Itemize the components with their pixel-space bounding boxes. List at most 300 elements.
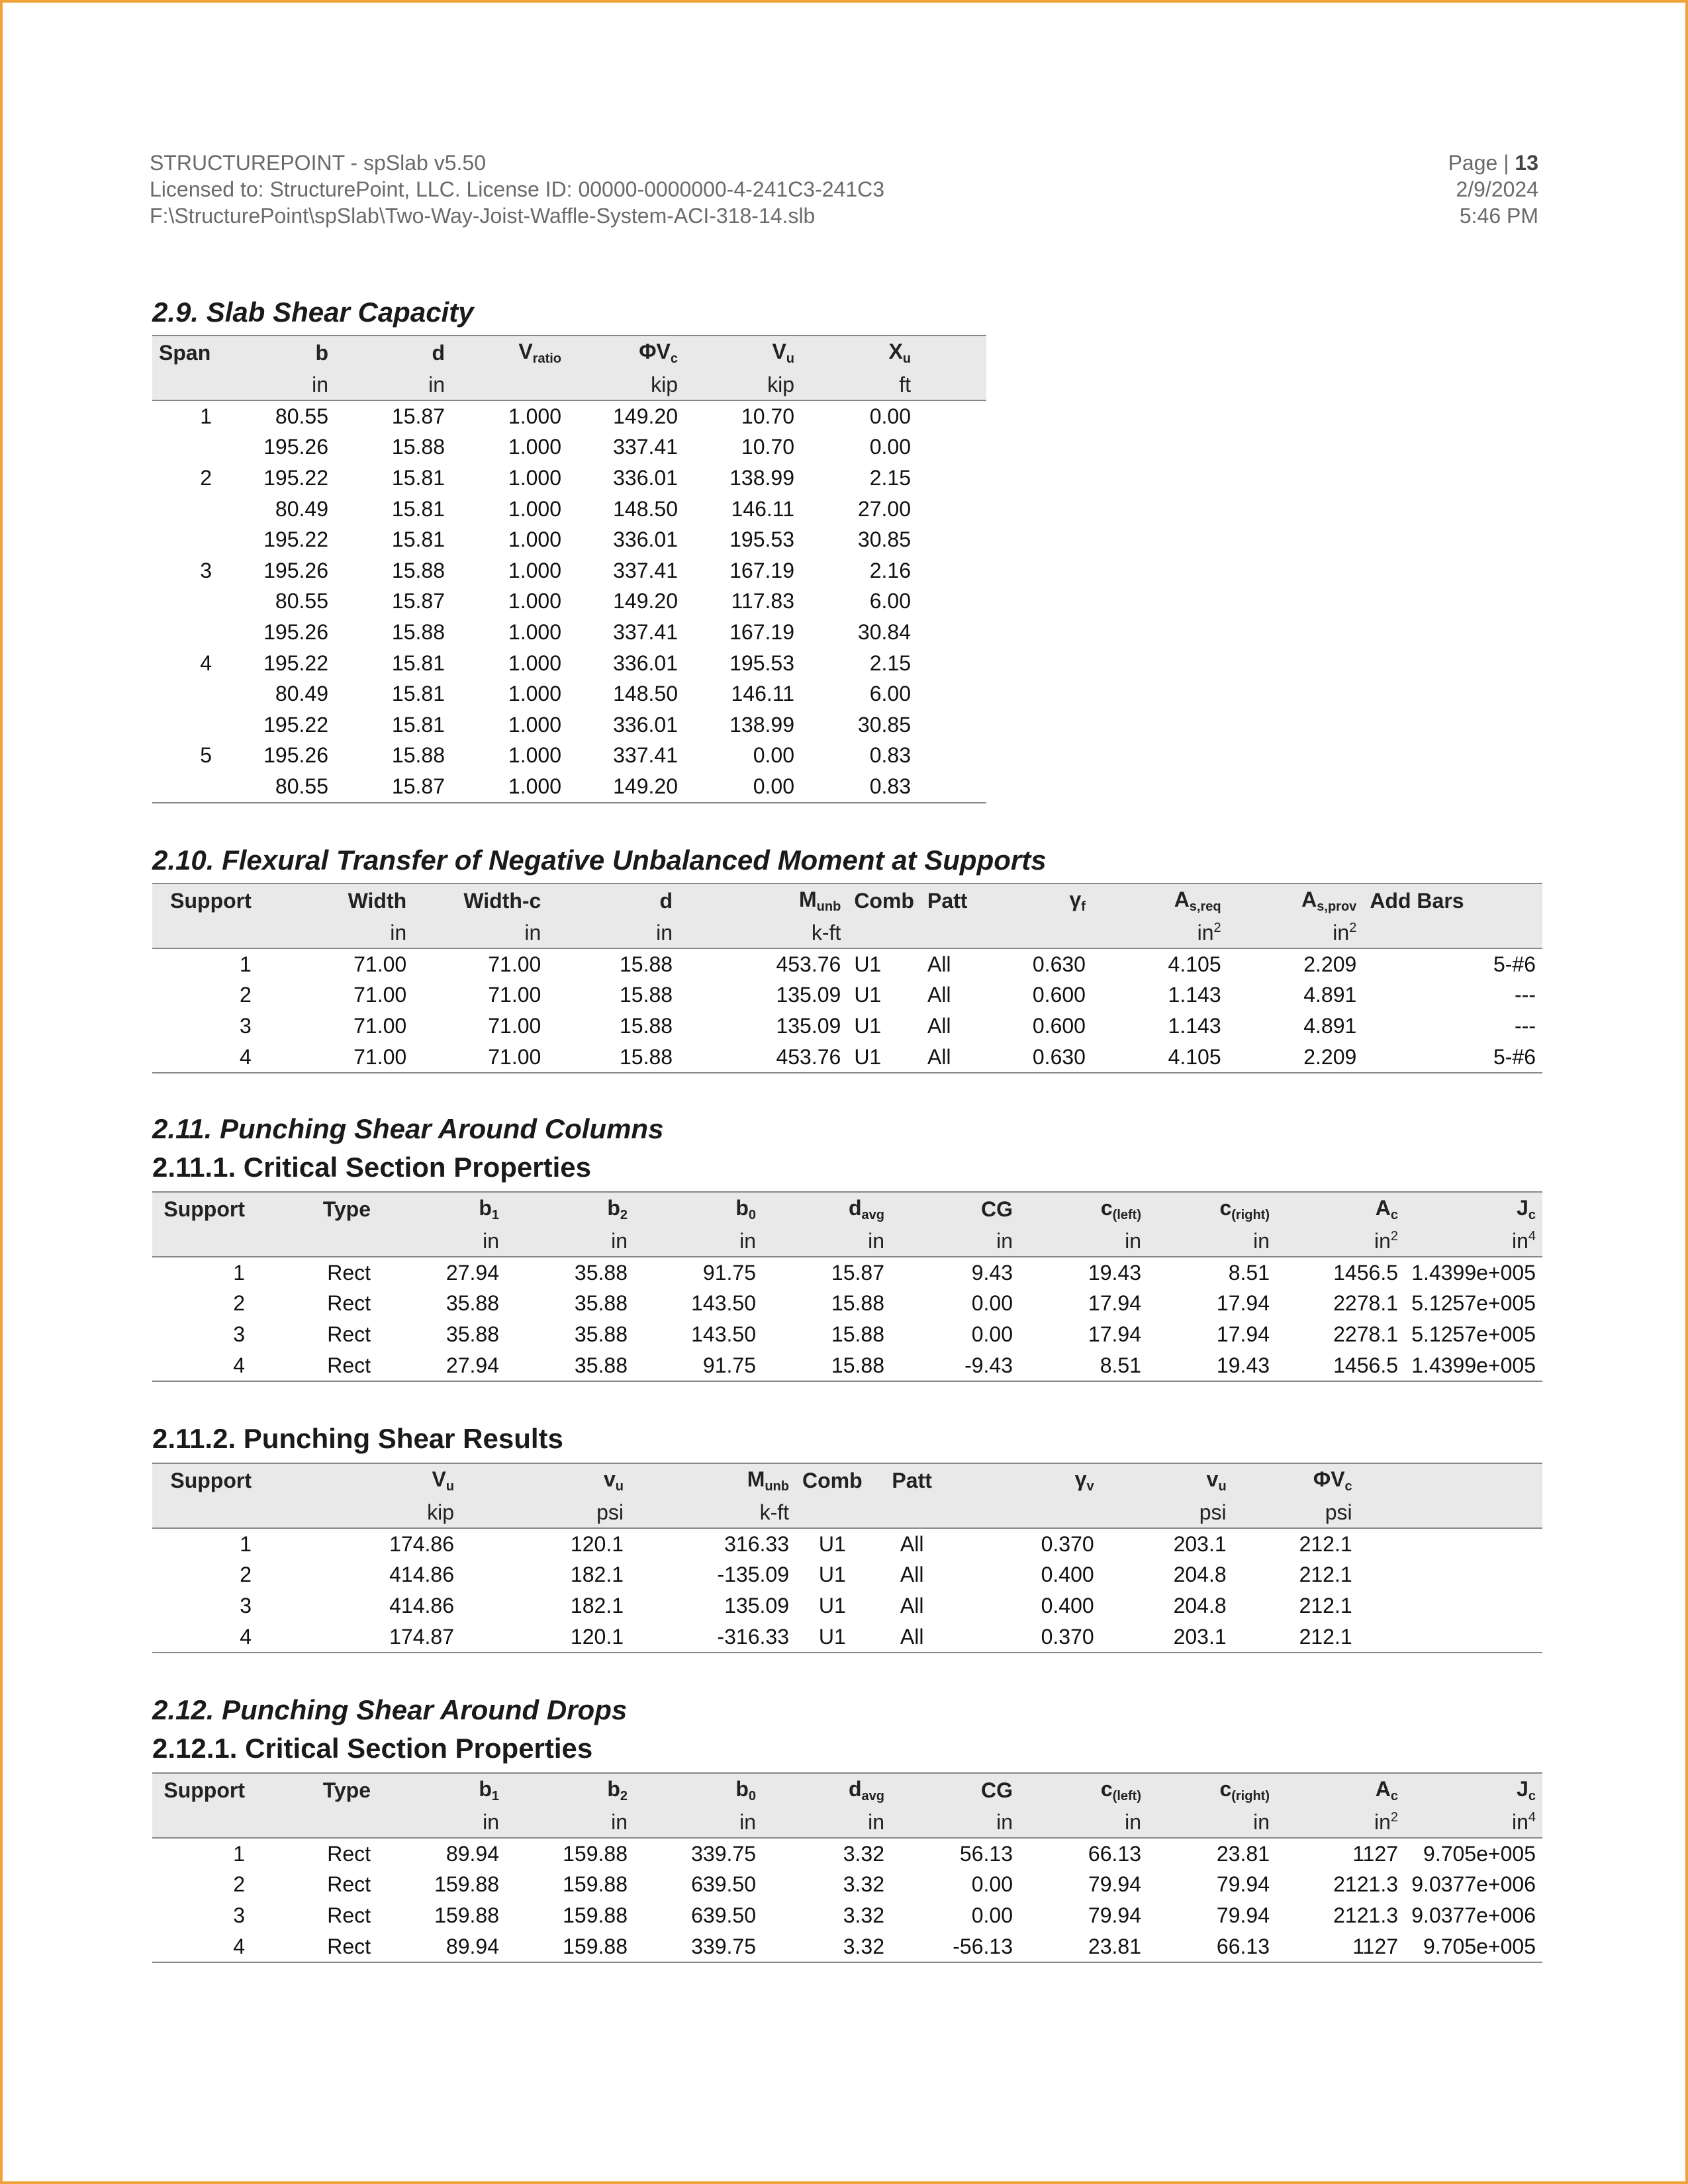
section-title-slab-shear: 2.9. Slab Shear Capacity	[152, 296, 474, 328]
col-span: Span	[152, 336, 218, 369]
col-phivc: $\Phi V_c$	[568, 336, 684, 369]
program-name: STRUCTUREPOINT - spSlab v5.50	[150, 151, 486, 175]
table-cell: 4.105	[1092, 1042, 1228, 1073]
table-cell: 316.33	[724, 1531, 789, 1556]
table-cell: 1.000	[451, 771, 568, 803]
table-cell: 148.50	[613, 682, 678, 706]
col-vu-stress: $v_u$	[461, 1463, 630, 1497]
table-cell: 5-#6	[1493, 952, 1536, 976]
table-cell: 1127	[1352, 1841, 1398, 1866]
section-title-punching-columns: 2.11. Punching Shear Around Columns	[152, 1113, 664, 1144]
table-cell: 15.88	[619, 983, 673, 1007]
col-phivc: $\Phi V_c$	[1233, 1463, 1359, 1497]
table-cell: 195.22	[263, 527, 328, 552]
unit-b: in	[218, 369, 335, 400]
table-cell: U1	[818, 1563, 846, 1587]
table-row	[152, 1621, 1542, 1653]
table-cell: 167.19	[729, 619, 794, 644]
col-munb: $M_{unb}$	[630, 1463, 796, 1497]
table-cell: 15.88	[619, 952, 673, 976]
table-cell: -316.33	[630, 1621, 796, 1653]
table-cell: 1.4399e+005	[1411, 1260, 1536, 1285]
table-cell: 9.43	[971, 1260, 1013, 1285]
col-vu: $V_u$	[684, 336, 801, 369]
col-d: d	[335, 336, 451, 369]
table-cell: 0.00	[753, 743, 794, 768]
table-cell: ---	[1515, 1013, 1536, 1038]
table-cell: 80.49	[275, 496, 328, 521]
table-cell: 0.600	[1032, 983, 1086, 1007]
table-cell: 5.1257e+005	[1411, 1322, 1536, 1346]
table-cell: 80.49	[275, 682, 328, 706]
table-cell: 195.22	[263, 712, 328, 737]
table-cell: 195.53	[729, 527, 794, 552]
table-cell: 149.20	[568, 771, 684, 803]
unit-d: in	[335, 369, 451, 400]
table-cell: 0.630	[1032, 952, 1086, 976]
table-cell: 143.50	[691, 1291, 756, 1316]
table-cell: 56.13	[959, 1841, 1013, 1866]
col-ac: $A_c$	[1276, 1192, 1405, 1226]
table-cell: Rect	[327, 1260, 371, 1285]
table-cell: 0.00	[971, 1322, 1013, 1346]
table-row	[152, 463, 986, 494]
table-cell: 2	[239, 983, 252, 1007]
table-cell: 5-#6	[1363, 1042, 1542, 1073]
table-cell: 1.000	[508, 435, 561, 459]
col-jc: $J_c$	[1405, 1773, 1542, 1807]
table-cell: 159.88	[506, 1931, 634, 1963]
table-row	[152, 709, 986, 741]
table-cell: 1.143	[1168, 983, 1221, 1007]
table-cell: 15.88	[831, 1322, 884, 1346]
col-ac: $A_c$	[1276, 1773, 1405, 1807]
table-row	[152, 1042, 1542, 1073]
report-time: 5:46 PM	[1459, 204, 1538, 228]
table-cell: 336.01	[613, 465, 678, 490]
col-gamma-f: $\gamma_f$	[980, 884, 1092, 917]
table-row	[152, 432, 986, 463]
table-cell: 15.88	[547, 1042, 679, 1073]
table-row	[152, 678, 986, 709]
table-cell	[152, 524, 218, 555]
table-cell: 35.88	[574, 1260, 628, 1285]
table-cell: 3.32	[843, 1903, 884, 1927]
table-cell: 0.00	[971, 1903, 1013, 1927]
table-cell: 1	[233, 1841, 245, 1866]
table-cell: 149.20	[613, 404, 678, 428]
table-cell: 453.76	[776, 952, 841, 976]
table-cell: 71.00	[488, 1013, 541, 1038]
table-cell: 135.09	[776, 983, 841, 1007]
table-cell: 91.75	[634, 1350, 763, 1382]
table-cell: 15.88	[619, 1013, 673, 1038]
table-cell: 182.1	[570, 1563, 624, 1587]
table-cell: 35.88	[574, 1322, 628, 1346]
table-cell: 4	[152, 1931, 252, 1963]
table-cell: 0.630	[980, 1042, 1092, 1073]
table-cell: 1.4399e+005	[1405, 1350, 1542, 1382]
table-cell: 3	[200, 558, 212, 582]
table-cell: 339.75	[691, 1841, 756, 1866]
table-cell: -9.43	[891, 1350, 1019, 1382]
col-jc: $J_c$	[1405, 1192, 1542, 1226]
unit-xu: ft	[801, 369, 917, 400]
table-cell: 2.15	[869, 465, 911, 490]
table-cell: 120.1	[461, 1621, 630, 1653]
col-b0: $b_0$	[634, 1192, 763, 1226]
table-cell: All	[869, 1621, 955, 1653]
table-row	[152, 1838, 1542, 1870]
table-cell: 159.88	[563, 1841, 628, 1866]
col-d: d	[547, 884, 679, 917]
subsection-punching-results: 2.11.2. Punching Shear Results	[152, 1423, 563, 1454]
table-cell	[152, 678, 218, 709]
table-cell: 195.26	[263, 558, 328, 582]
table-cell: 212.1	[1299, 1593, 1352, 1617]
table-cell: 15.88	[391, 435, 445, 459]
col-munb: $M_{unb}$	[679, 884, 847, 917]
table-cell: 15.87	[335, 771, 451, 803]
table-cell: 0.00	[971, 1291, 1013, 1316]
table-cell: 453.76	[679, 1042, 847, 1073]
table-cell: Rect	[252, 1350, 377, 1382]
col-b1: $b_1$	[377, 1192, 506, 1226]
col-c-left: $c_{(left)}$	[1019, 1773, 1148, 1807]
table-cell: 0.400	[1041, 1563, 1094, 1587]
table-cell: 0.400	[1041, 1593, 1094, 1617]
table-cell: 336.01	[613, 651, 678, 675]
table-cell: 1.000	[508, 619, 561, 644]
table-row	[152, 617, 986, 648]
punching-results-table: Support $V_u$ $v_u$ $M_{unb}$ Comb Patt $\gamma_v$ $v_u$ $\Phi V_c$ kip psi k-ft psi psi 1 174.86 120.1 316.33 U1 All 0.370 203.1 212.1 2 414.86 182.1 -135.09 U1 All 0.400 204.8 212.1 3 414.86 182.1 135.09 U1 All 0.400 204.8 212.1 4 174.87 120.1 -316.33 U1 All 0.370 203.1 212.1	[152, 1463, 1542, 1653]
table-cell: 71.00	[488, 952, 541, 976]
table-row	[152, 1350, 1542, 1382]
table-row	[152, 400, 986, 432]
table-cell: 0.83	[869, 743, 911, 768]
table-cell: 159.88	[563, 1903, 628, 1927]
table-cell: 79.94	[1088, 1903, 1141, 1927]
col-b: b	[218, 336, 335, 369]
section-title-flexural-transfer: 2.10. Flexural Transfer of Negative Unbalanced Moment at Supports	[152, 844, 1047, 876]
table-cell: 2278.1	[1333, 1322, 1398, 1346]
table-row	[152, 494, 986, 525]
col-cg: CG	[891, 1192, 1019, 1226]
table-cell: 8.51	[1019, 1350, 1148, 1382]
table-cell: 71.00	[353, 983, 407, 1007]
table-cell: 15.81	[391, 465, 445, 490]
table-cell: 91.75	[702, 1260, 756, 1285]
table-cell: 337.41	[613, 558, 678, 582]
table-row	[152, 771, 986, 803]
table-row	[152, 555, 986, 586]
table-cell: 6.00	[869, 682, 911, 706]
table-cell: 71.00	[353, 1013, 407, 1038]
table-row	[152, 1257, 1542, 1289]
table-cell: 15.81	[391, 496, 445, 521]
table-cell: U1	[847, 1042, 921, 1073]
table-cell	[152, 586, 218, 617]
report-header	[150, 150, 884, 229]
table-cell: 3	[239, 1013, 252, 1038]
table-cell: 2121.3	[1333, 1872, 1398, 1897]
table-cell: 2.209	[1228, 1042, 1364, 1073]
critical-section-drops-table: Support Type $b_1$ $b_2$ $b_0$ $d_{avg}$ CG $c_{(left)}$ $c_{(right)}$ $A_c$ $J_c$ in in in in in in in $in^2$ $in^4$ 1 Rect 89.94 159.88 339.75 3.32 56.13 66.13 23.81 1127 9.705e+005 2 Rect 159.88 159.88 639.50 3.32 0.00 79.94 79.94 2121.3 9.0377e+006 3 Rect 159.88 159.88 639.50 3.32 0.00 79.94 79.94 2121.3 9.0377e+006 4 Rect 89.94 159.88 339.75 3.32 -56.13 23.81 66.13 1127 9.705e+005	[152, 1772, 1542, 1963]
table-cell: 414.86	[389, 1593, 454, 1617]
table-row	[152, 948, 1542, 980]
table-cell: 138.99	[729, 465, 794, 490]
col-support: Support	[152, 1463, 258, 1497]
report-date: 2/9/2024	[1456, 177, 1538, 201]
table-row	[152, 1011, 1542, 1042]
col-support: Support	[152, 884, 258, 917]
table-cell: 0.600	[1032, 1013, 1086, 1038]
table-cell: U1	[818, 1531, 846, 1556]
table-cell: 15.81	[391, 527, 445, 552]
col-davg: $d_{avg}$	[763, 1192, 891, 1226]
table-cell: 4	[152, 1042, 258, 1073]
table-cell: 195.26	[263, 619, 328, 644]
table-cell: 159.88	[434, 1903, 499, 1927]
table-cell: 30.85	[857, 712, 911, 737]
table-cell: 1.000	[508, 496, 561, 521]
table-cell: 1.000	[508, 589, 561, 614]
table-cell: 27.94	[377, 1350, 506, 1382]
table-cell: 71.00	[258, 1042, 413, 1073]
table-cell: 3.32	[843, 1841, 884, 1866]
table-cell: 1456.5	[1333, 1260, 1398, 1285]
table-cell: 15.87	[391, 589, 445, 614]
table-cell: 35.88	[445, 1291, 499, 1316]
table-cell: ---	[1515, 983, 1536, 1007]
table-cell: U1	[854, 952, 882, 976]
table-cell: 143.50	[691, 1322, 756, 1346]
table-cell: 71.00	[488, 983, 541, 1007]
col-vu-stress-2: $v_u$	[1101, 1463, 1233, 1497]
table-cell: 174.86	[389, 1531, 454, 1556]
table-cell: 4.105	[1168, 952, 1221, 976]
flexural-transfer-table: Support Width Width-c d $M_{unb}$ Comb Patt $\gamma_f$ $A_{s,req}$ $A_{s,prov}$ Add Bars in in in k-ft $in^2$ $in^2$ 1 71.00 71.00 15.88 453.76 U1 All 0.630 4.105 2.209 5-#6 2 71.00 71.00 15.88 135.09 U1 All 0.600 1.143 4.891 --- 3 71.00 71.00 15.88 135.09 U1 All 0.600 1.143 4.891 --- 4 71.00 71.00 15.88 453.76 U1 All 0.630 4.105 2.209 5-#6	[152, 883, 1542, 1073]
table-cell: 149.20	[613, 589, 678, 614]
table-cell: All	[927, 1013, 951, 1038]
table-cell: 117.83	[731, 589, 794, 614]
table-cell: 159.88	[434, 1872, 499, 1897]
table-cell: 337.41	[613, 743, 678, 768]
table-cell: 19.43	[1088, 1260, 1141, 1285]
col-xu: $X_u$	[801, 336, 917, 369]
table-row	[152, 1560, 1542, 1591]
table-cell: 203.1	[1101, 1621, 1233, 1653]
table-cell: 4	[152, 1621, 258, 1653]
table-cell: 15.88	[831, 1291, 884, 1316]
table-cell: 15.81	[391, 651, 445, 675]
col-type: Type	[252, 1192, 377, 1226]
table-cell: 10.70	[741, 404, 794, 428]
table-cell: 138.99	[729, 712, 794, 737]
table-cell: 3	[233, 1903, 245, 1927]
table-row	[152, 741, 986, 772]
table-cell: 0.00	[971, 1872, 1013, 1897]
table-cell: 0.00	[869, 435, 911, 459]
table-cell: 1.000	[508, 682, 561, 706]
table-cell: 15.88	[391, 619, 445, 644]
col-vu: $V_u$	[258, 1463, 461, 1497]
table-cell: 6.00	[869, 589, 911, 614]
col-c-right: $c_{(right)}$	[1148, 1773, 1276, 1807]
table-cell: 203.1	[1173, 1531, 1227, 1556]
table-cell: 27.94	[445, 1260, 499, 1285]
col-as-req: $A_{s,req}$	[1092, 884, 1228, 917]
table-cell: Rect	[327, 1322, 371, 1346]
table-cell: 159.88	[563, 1872, 628, 1897]
table-cell: 3	[240, 1593, 252, 1617]
table-cell: 35.88	[574, 1291, 628, 1316]
page-number: Page | 13	[1448, 151, 1538, 175]
table-cell: 80.55	[275, 404, 328, 428]
unit-phivc: kip	[568, 369, 684, 400]
table-cell: 71.00	[353, 952, 407, 976]
table-cell: All	[900, 1531, 924, 1556]
subsection-critical-section-columns: 2.11.1. Critical Section Properties	[152, 1152, 591, 1183]
table-cell: 89.94	[377, 1931, 506, 1963]
table-cell: 414.86	[389, 1563, 454, 1587]
table-cell: 5.1257e+005	[1411, 1291, 1536, 1316]
table-cell: 15.81	[391, 712, 445, 737]
col-davg: $d_{avg}$	[763, 1773, 891, 1807]
table-cell: 10.70	[741, 435, 794, 459]
table-cell: 195.22	[263, 651, 328, 675]
table-cell: 1	[233, 1260, 245, 1285]
table-cell: 17.94	[1088, 1322, 1141, 1346]
col-patt: Patt	[921, 884, 980, 917]
col-b2: $b_2$	[506, 1192, 634, 1226]
table-cell: -135.09	[717, 1563, 789, 1587]
table-cell: 8.51	[1228, 1260, 1270, 1285]
table-cell: U1	[854, 983, 882, 1007]
table-cell: 9.0377e+006	[1411, 1872, 1536, 1897]
col-b2: $b_2$	[506, 1773, 634, 1807]
slab-shear-table	[152, 335, 986, 803]
table-cell: 2278.1	[1333, 1291, 1398, 1316]
table-cell: 174.87	[258, 1621, 461, 1653]
critical-section-columns-table: Support Type $b_1$ $b_2$ $b_0$ $d_{avg}$ CG $c_{(left)}$ $c_{(right)}$ $A_c$ $J_c$ in in in in in in in $in^2$ $in^4$ 1 Rect 27.94 35.88 91.75 15.87 9.43 19.43 8.51 1456.5 1.4399e+005 2 Rect 35.88 35.88 143.50 15.88 0.00 17.94 17.94 2278.1 5.1257e+005 3 Rect 35.88 35.88 143.50 15.88 0.00 17.94 17.94 2278.1 5.1257e+005 4 Rect 27.94 35.88 91.75 15.88 -9.43 8.51 19.43 1456.5 1.4399e+005	[152, 1191, 1542, 1382]
table-cell: 17.94	[1216, 1291, 1270, 1316]
table-cell: 2121.3	[1333, 1903, 1398, 1927]
col-type: Type	[252, 1773, 377, 1807]
table-cell: All	[921, 1042, 980, 1073]
table-cell: 89.94	[445, 1841, 499, 1866]
table-cell: 3	[233, 1322, 245, 1346]
table-cell: 79.94	[1216, 1872, 1270, 1897]
table-cell: 212.1	[1233, 1621, 1359, 1653]
table-cell: 1.000	[508, 558, 561, 582]
table-cell: 15.88	[391, 743, 445, 768]
table-cell: 79.94	[1216, 1903, 1270, 1927]
table-cell: 1456.5	[1276, 1350, 1405, 1382]
table-cell: 35.88	[445, 1322, 499, 1346]
table-row	[152, 980, 1542, 1011]
table-cell: 195.26	[263, 743, 328, 768]
file-path: F:\StructurePoint\spSlab\Two-Way-Joist-Waffle-System-ACI-318-14.slb	[150, 204, 816, 228]
table-cell: 80.55	[275, 589, 328, 614]
table-cell: 1	[239, 952, 252, 976]
table-cell: 146.11	[731, 682, 794, 706]
table-cell: 15.87	[831, 1260, 884, 1285]
col-comb: Comb	[796, 1463, 869, 1497]
table-cell: 1.000	[508, 465, 561, 490]
table-cell: 336.01	[613, 712, 678, 737]
table-cell: 1	[200, 404, 212, 428]
col-patt: Patt	[869, 1463, 955, 1497]
table-cell: 19.43	[1148, 1350, 1276, 1382]
table-cell: 120.1	[570, 1531, 624, 1556]
table-row	[152, 648, 986, 679]
table-cell: 2	[233, 1872, 245, 1897]
table-cell: 3.32	[843, 1872, 884, 1897]
table-row	[152, 1870, 1542, 1901]
table-cell: 2	[233, 1291, 245, 1316]
table-cell: 30.85	[857, 527, 911, 552]
license-info: Licensed to: StructurePoint, LLC. License ID: 00000-0000000-4-241C3-241C3	[150, 177, 885, 201]
table-cell: 212.1	[1299, 1563, 1352, 1587]
table-cell: 204.8	[1173, 1563, 1227, 1587]
table-cell: 135.09	[776, 1013, 841, 1038]
table-cell: 0.00	[869, 404, 911, 428]
table-cell: 27.00	[857, 496, 911, 521]
table-cell: 15.88	[763, 1350, 891, 1382]
table-row	[152, 1319, 1542, 1350]
table-cell: 182.1	[570, 1593, 624, 1617]
table-cell: 4.891	[1303, 983, 1357, 1007]
table-cell: 1.000	[508, 743, 561, 768]
table-cell: 30.84	[857, 619, 911, 644]
table-cell: 148.50	[613, 496, 678, 521]
table-cell: 4	[200, 651, 212, 675]
col-b0: $b_0$	[634, 1773, 763, 1807]
table-cell: 9.705e+005	[1405, 1931, 1542, 1963]
table-cell: 2.15	[869, 651, 911, 675]
table-cell: 17.94	[1088, 1291, 1141, 1316]
table-cell: Rect	[252, 1931, 377, 1963]
table-cell: 195.26	[263, 435, 328, 459]
report-header-meta	[1448, 150, 1538, 229]
col-as-prov: $A_{s,prov}$	[1228, 884, 1364, 917]
col-gamma-v: $\gamma_v$	[955, 1463, 1101, 1497]
table-row	[152, 1289, 1542, 1320]
section-title-punching-drops: 2.12. Punching Shear Around Drops	[152, 1694, 628, 1725]
table-cell: 1.000	[508, 527, 561, 552]
table-cell: 71.00	[413, 1042, 547, 1073]
table-cell: 204.8	[1173, 1593, 1227, 1617]
table-cell: 337.41	[613, 619, 678, 644]
table-cell: 0.370	[955, 1621, 1101, 1653]
table-cell: 80.55	[218, 771, 335, 803]
col-support: Support	[152, 1773, 252, 1807]
table-cell: 1127	[1276, 1931, 1405, 1963]
table-cell: 4	[152, 1350, 252, 1382]
table-cell: 66.13	[1148, 1931, 1276, 1963]
table-cell	[152, 494, 218, 525]
table-cell: 17.94	[1216, 1322, 1270, 1346]
table-cell: 66.13	[1088, 1841, 1141, 1866]
col-width-c: Width-c	[413, 884, 547, 917]
table-cell: 79.94	[1088, 1872, 1141, 1897]
table-cell: U1	[854, 1013, 882, 1038]
table-cell: All	[927, 952, 951, 976]
table-cell: 339.75	[634, 1931, 763, 1963]
table-cell: Rect	[327, 1903, 371, 1927]
table-cell: All	[927, 983, 951, 1007]
